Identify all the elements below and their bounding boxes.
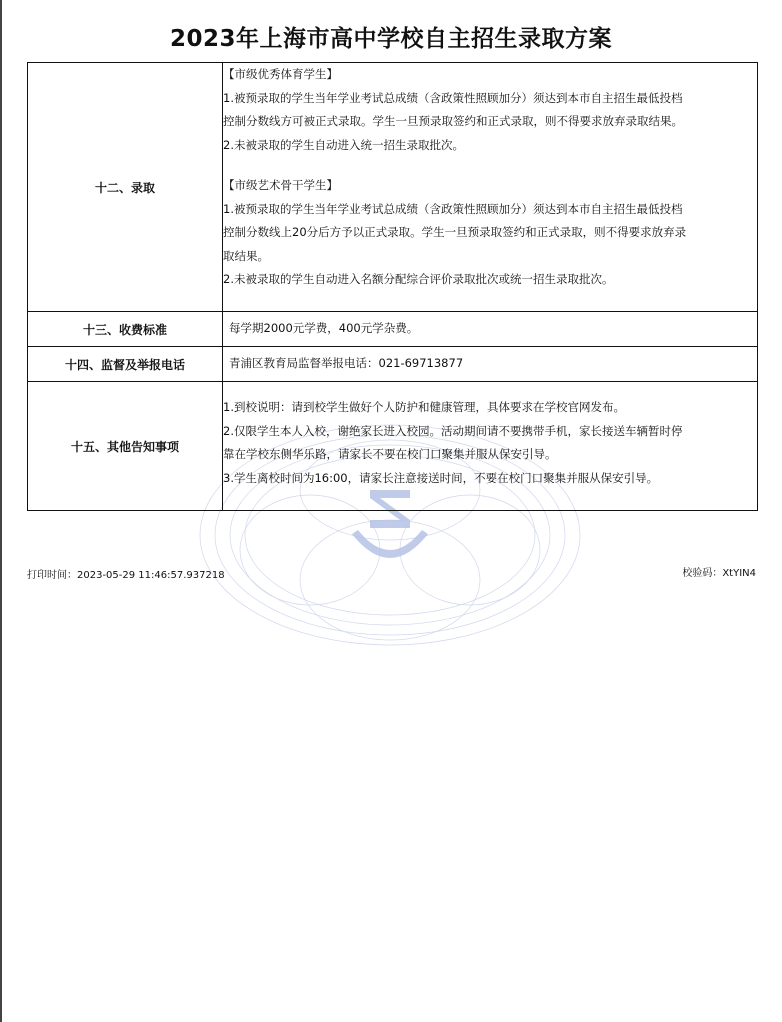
content-line: 2.未被录取的学生自动进入统一招生录取批次。 xyxy=(223,137,464,152)
verification-code: 校验码：XtYIN4 xyxy=(682,568,756,579)
content-line: 【市级优秀体育学生】 xyxy=(223,67,338,81)
row-label: 十二、录取 xyxy=(28,63,223,312)
content-line: 1.被预录取的学生当年学业考试总成绩（含政策性照顾加分）须达到本市自主招生最低投档 xyxy=(223,90,683,105)
row-label: 十四、监督及举报电话 xyxy=(28,347,223,382)
content-line: 青浦区教育局监督举报电话：021-69713877 xyxy=(229,356,464,371)
table-row xyxy=(28,312,758,347)
content-line: 控制分数线方可被正式录取。学生一旦预录取签约和正式录取，则不得要求放弃录取结果。 xyxy=(223,114,683,128)
admission-plan-table xyxy=(27,62,758,511)
content-line: 3.学生离校时间为16:00，请家长注意接送时间，不要在校门口聚集并服从保安引导。 xyxy=(223,470,659,485)
content-line: 2.未被录取的学生自动进入名额分配综合评价录取批次或统一招生录取批次。 xyxy=(223,272,614,286)
content-line: 【市级艺术骨干学生】 xyxy=(223,178,338,192)
paragraph-gap xyxy=(223,157,757,174)
row-content xyxy=(223,347,758,382)
print-timestamp: 打印时间：2023-05-29 11:46:57.937218 xyxy=(27,570,225,581)
table-row xyxy=(28,347,758,382)
row-content xyxy=(223,312,758,347)
row-content xyxy=(223,63,758,312)
content-line: 控制分数线上20分后方予以正式录取。学生一旦预录取签约和正式录取，则不得要求放弃录 xyxy=(223,225,687,239)
table-row xyxy=(28,382,758,511)
row-label: 十五、其他告知事项 xyxy=(28,382,223,511)
document-title: 2023年上海市高中学校自主招生录取方案 xyxy=(169,26,612,52)
content-line: 2.仅限学生本人入校，谢绝家长进入校园。活动期间请不要携带手机，家长接送车辆暂时停 xyxy=(223,423,683,438)
content-line: 1.到校说明：请到校学生做好个人防护和健康管理，具体要求在学校官网发布。 xyxy=(223,400,625,414)
content-line: 取结果。 xyxy=(223,248,269,263)
content-line: 1.被预录取的学生当年学业考试总成绩（含政策性照顾加分）须达到本市自主招生最低投档 xyxy=(223,201,683,216)
page-left-border xyxy=(0,0,2,1022)
row-content xyxy=(223,382,758,511)
row-label: 十三、收费标准 xyxy=(28,312,223,347)
content-line: 靠在学校东侧华乐路，请家长不要在校门口聚集并服从保安引导。 xyxy=(223,447,557,461)
table-row xyxy=(28,63,758,312)
content-line: 每学期2000元学费，400元学杂费。 xyxy=(229,321,419,336)
